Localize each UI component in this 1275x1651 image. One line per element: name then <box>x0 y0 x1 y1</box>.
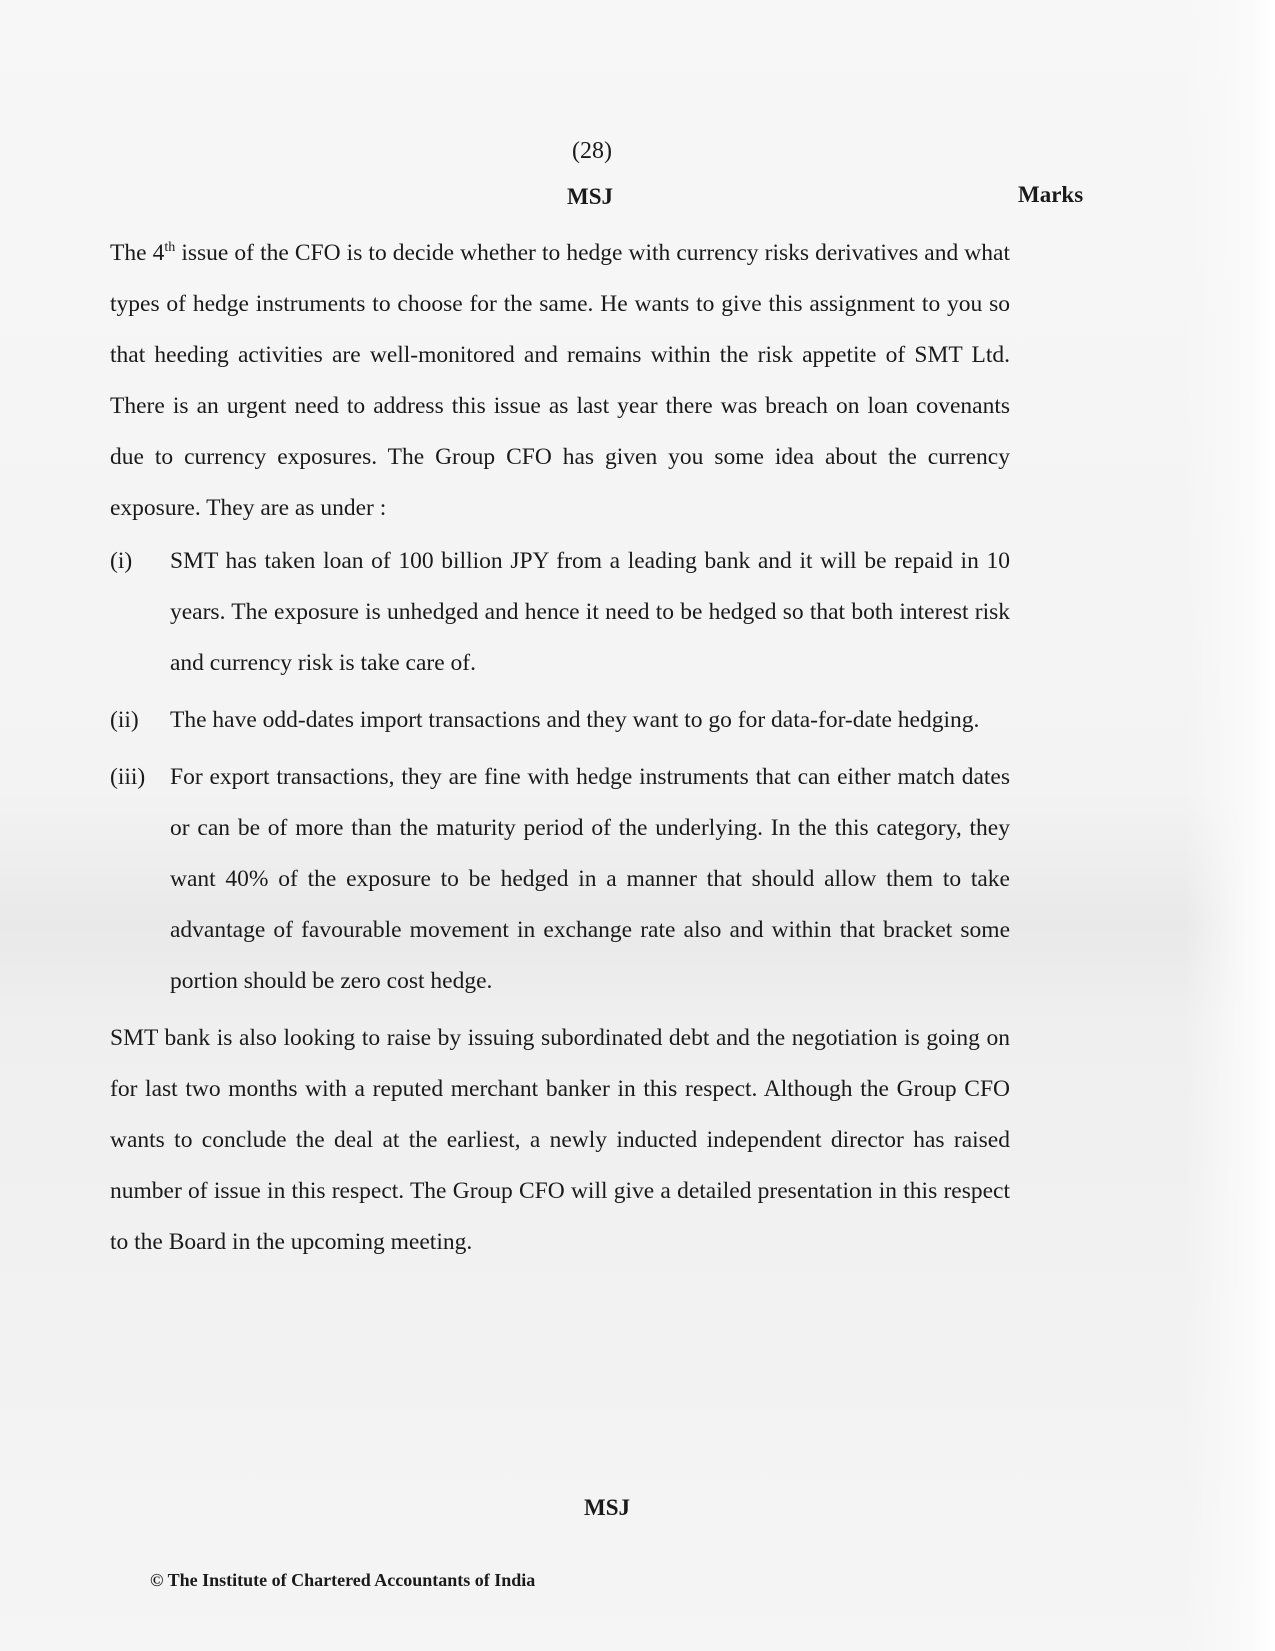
marks-label: Marks <box>1018 182 1084 207</box>
ordinal-suffix: th <box>164 240 176 256</box>
item-text: The have odd-dates import transactions and they want to go for data-for-date hedging. <box>170 707 980 733</box>
item-number: (i) <box>110 548 133 574</box>
copyright-notice: © The Institute of Chartered Accountants of India <box>150 1570 536 1590</box>
list-item <box>110 536 1010 689</box>
footer-code: MSJ <box>584 1495 630 1520</box>
intro-start: The 4 <box>110 240 165 266</box>
item-number: (ii) <box>110 707 139 733</box>
item-text: SMT has taken loan of 100 billion JPY from a leading bank and it will be repaid in 10 years. The exposure is unhedged and hence it need to be hedged so that both interest risk and currency risk is take care of. <box>170 548 1010 676</box>
list-item <box>110 752 1010 1007</box>
intro-paragraph <box>110 228 1010 534</box>
page-edge-shadow <box>1185 0 1275 1651</box>
closing-paragraph: SMT bank is also looking to raise by issuing subordinated debt and the negotiation is going on for last two months with a reputed merchant banker in this respect. Although the Group CFO wants to conclude the deal at the earliest, a newly inducted independent director has raised number of issue in this respect. The Group CFO will give a detailed presentation in this respect to the Board in the upcoming meeting. <box>110 1025 1010 1255</box>
question-body <box>110 228 1010 1268</box>
list-item <box>110 695 1010 746</box>
item-number: (iii) <box>110 764 146 790</box>
exposure-list <box>110 536 1010 1007</box>
page-number: (28) <box>572 138 612 164</box>
item-text: For export transactions, they are fine with hedge instruments that can either match dates or can be of more than the maturity period of the underlying. In the this category, they want 40% of the exposure to be hedged in a manner that should allow them to take advantage of favourable movement in exchange rate also and within that bracket some portion should be zero cost hedge. <box>170 764 1010 994</box>
intro-rest: issue of the CFO is to decide whether to hedge with currency risks derivatives and what types of hedge instruments to choose for the same. He wants to give this assignment to you so that heeding activities are well-monitored and remains within the risk appetite of SMT Ltd. There is an urgent need to address this issue as last year there was breach on loan covenants due to currency exposures. The Group CFO has given you some idea about the currency exposure. They are as under : <box>110 240 1010 521</box>
header-code: MSJ <box>567 184 613 209</box>
